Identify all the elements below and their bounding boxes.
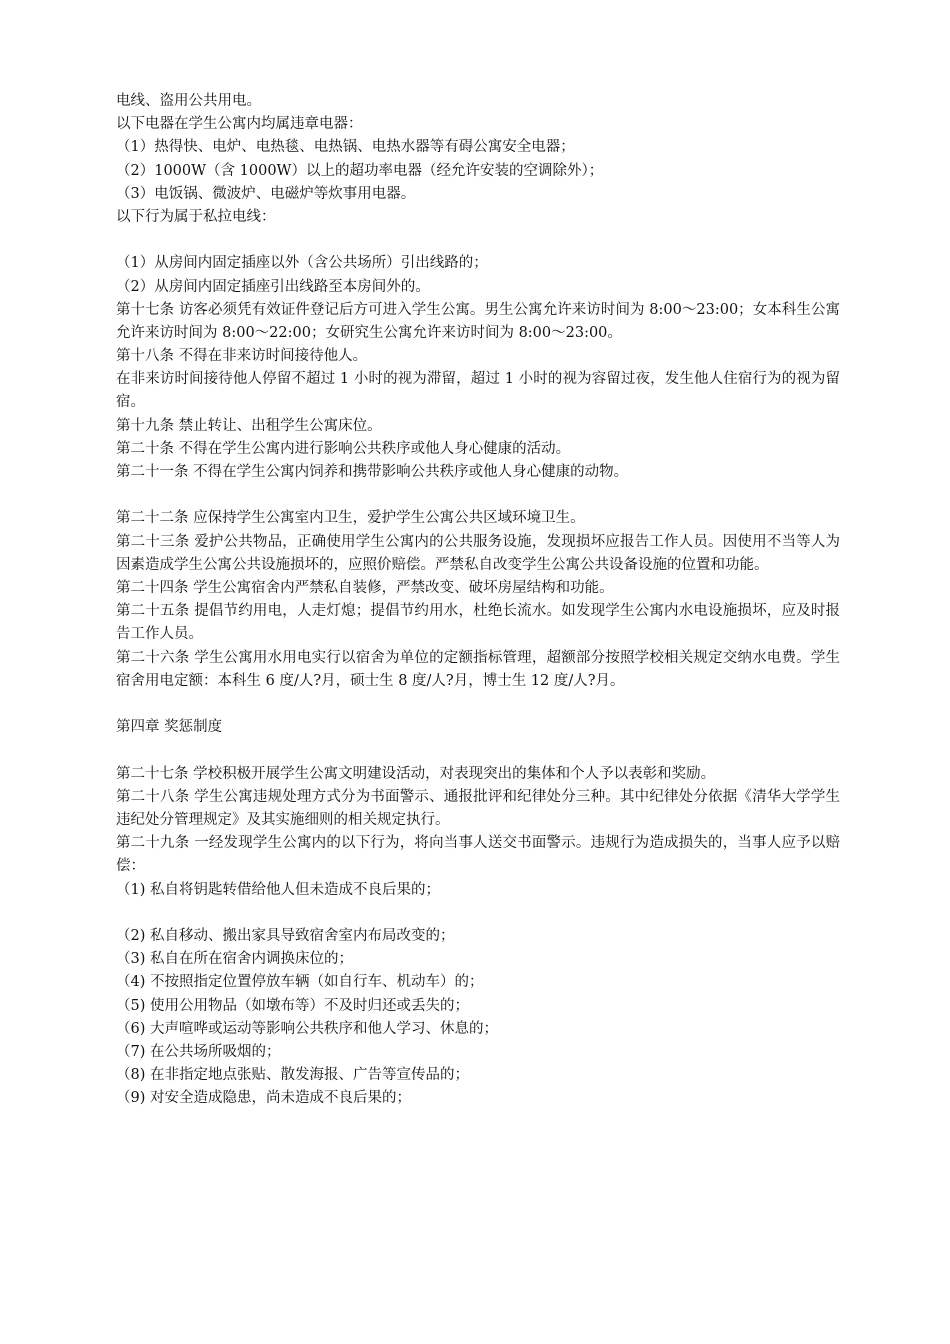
paragraph: （2）从房间内固定插座引出线路至本房间外的。 [116, 278, 430, 295]
paragraph: （1）从房间内固定插座以外（含公共场所）引出线路的； [116, 255, 488, 272]
blank-line [116, 902, 840, 925]
paragraph: （1) 私自将钥匙转借给他人但未造成不良后果的； [116, 881, 440, 898]
paragraph: 第四章 奖惩制度 [116, 719, 223, 736]
paragraph: 以下电器在学生公寓内均属违章电器： [116, 116, 363, 133]
paragraph: 第二十七条 学校积极开展学生公寓文明建设活动，对表现突出的集体和个人予以表彰和奖励。 [116, 765, 716, 782]
paragraph: 第二十条 不得在学生公寓内进行影响公共秩序或他人身心健康的活动。 [116, 440, 571, 457]
paragraph: （2）1000W（含 1000W）以上的超功率电器（经允许安装的空调除外）； [116, 162, 604, 179]
paragraph: （4) 不按照指定位置停放车辆（如自行车、机动车）的； [116, 974, 484, 991]
paragraph: 第二十一条 不得在学生公寓内饲养和携带影响公共秩序或他人身心健康的动物。 [116, 464, 629, 481]
paragraph: （9) 对安全造成隐患，尚未造成不良后果的； [116, 1090, 411, 1107]
blank-line [116, 739, 840, 762]
paragraph: （3) 私自在所在宿舍内调换床位的； [116, 951, 353, 968]
paragraph: （6) 大声喧哗或运动等影响公共秩序和他人学习、休息的； [116, 1020, 498, 1037]
paragraph: 第十八条 不得在非来访时间接待他人。 [116, 348, 368, 365]
paragraph: 在非来访时间接待他人停留不超过 1 小时的视为滞留，超过 1 小时的视为容留过夜，发生他人住宿行为的视为留宿。 [116, 371, 840, 411]
paragraph: 第二十四条 学生公寓宿舍内严禁私自装修，严禁改变、破坏房屋结构和功能。 [116, 580, 614, 597]
blank-line [116, 484, 840, 507]
paragraph: 第二十六条 学生公寓用水用电实行以宿舍为单位的定额指标管理，超额部分按照学校相关规定交纳水电费。学生宿舍用电定额：本科生 6 度/人?月，硕士生 8 度/人?月，博士生 12 度/人?月。 [116, 649, 840, 689]
paragraph: （7) 在公共场所吸烟的； [116, 1043, 281, 1060]
blank-line [116, 693, 840, 716]
paragraph: （5) 使用公用物品（如墩布等）不及时归还或丢失的； [116, 997, 469, 1014]
paragraph: 第二十五条 提倡节约用电，人走灯熄；提倡节约用水，杜绝长流水。如发现学生公寓内水电设施损坏，应及时报告工作人员。 [116, 603, 840, 643]
paragraph: 第十七条 访客必须凭有效证件登记后方可进入学生公寓。男生公寓允许来访时间为 8:00～23:00；女本科生公寓允许来访时间为 8:00～22:00；女研究生公寓允许来访时间为 8:00～23:00。 [116, 301, 840, 341]
paragraph: （8) 在非指定地点张贴、散发海报、广告等宣传品的； [116, 1067, 469, 1084]
paragraph: 第二十二条 应保持学生公寓室内卫生，爱护学生公寓公共区域环境卫生。 [116, 510, 585, 527]
paragraph: 第二十九条 一经发现学生公寓内的以下行为，将向当事人送交书面警示。违规行为造成损失的，当事人应予以赔偿： [116, 835, 840, 875]
paragraph: 电线、盗用公共用电。 [116, 93, 261, 109]
paragraph: （3）电饭锅、微波炉、电磁炉等炊事用电器。 [116, 185, 416, 202]
paragraph: （2) 私自移动、搬出家具导致宿舍室内布局改变的； [116, 927, 455, 944]
paragraph: 第十九条 禁止转让、出租学生公寓床位。 [116, 417, 382, 434]
paragraph: 以下行为属于私拉电线： [116, 208, 276, 225]
document-body [116, 90, 840, 1110]
blank-line [116, 229, 840, 252]
paragraph: 第二十八条 学生公寓违规处理方式分为书面警示、通报批评和纪律处分三种。其中纪律处分依据《清华大学学生违纪处分管理规定》及其实施细则的相关规定执行。 [116, 788, 840, 828]
paragraph: 第二十三条 爱护公共物品，正确使用学生公寓内的公共服务设施，发现损坏应报告工作人员。因使用不当等人为因素造成学生公寓公共设施损坏的，应照价赔偿。严禁私自改变学生公寓公共设备设施的位置和功能。 [116, 533, 840, 573]
paragraph: （1）热得快、电炉、电热毯、电热锅、电热水器等有碍公寓安全电器； [116, 139, 575, 156]
